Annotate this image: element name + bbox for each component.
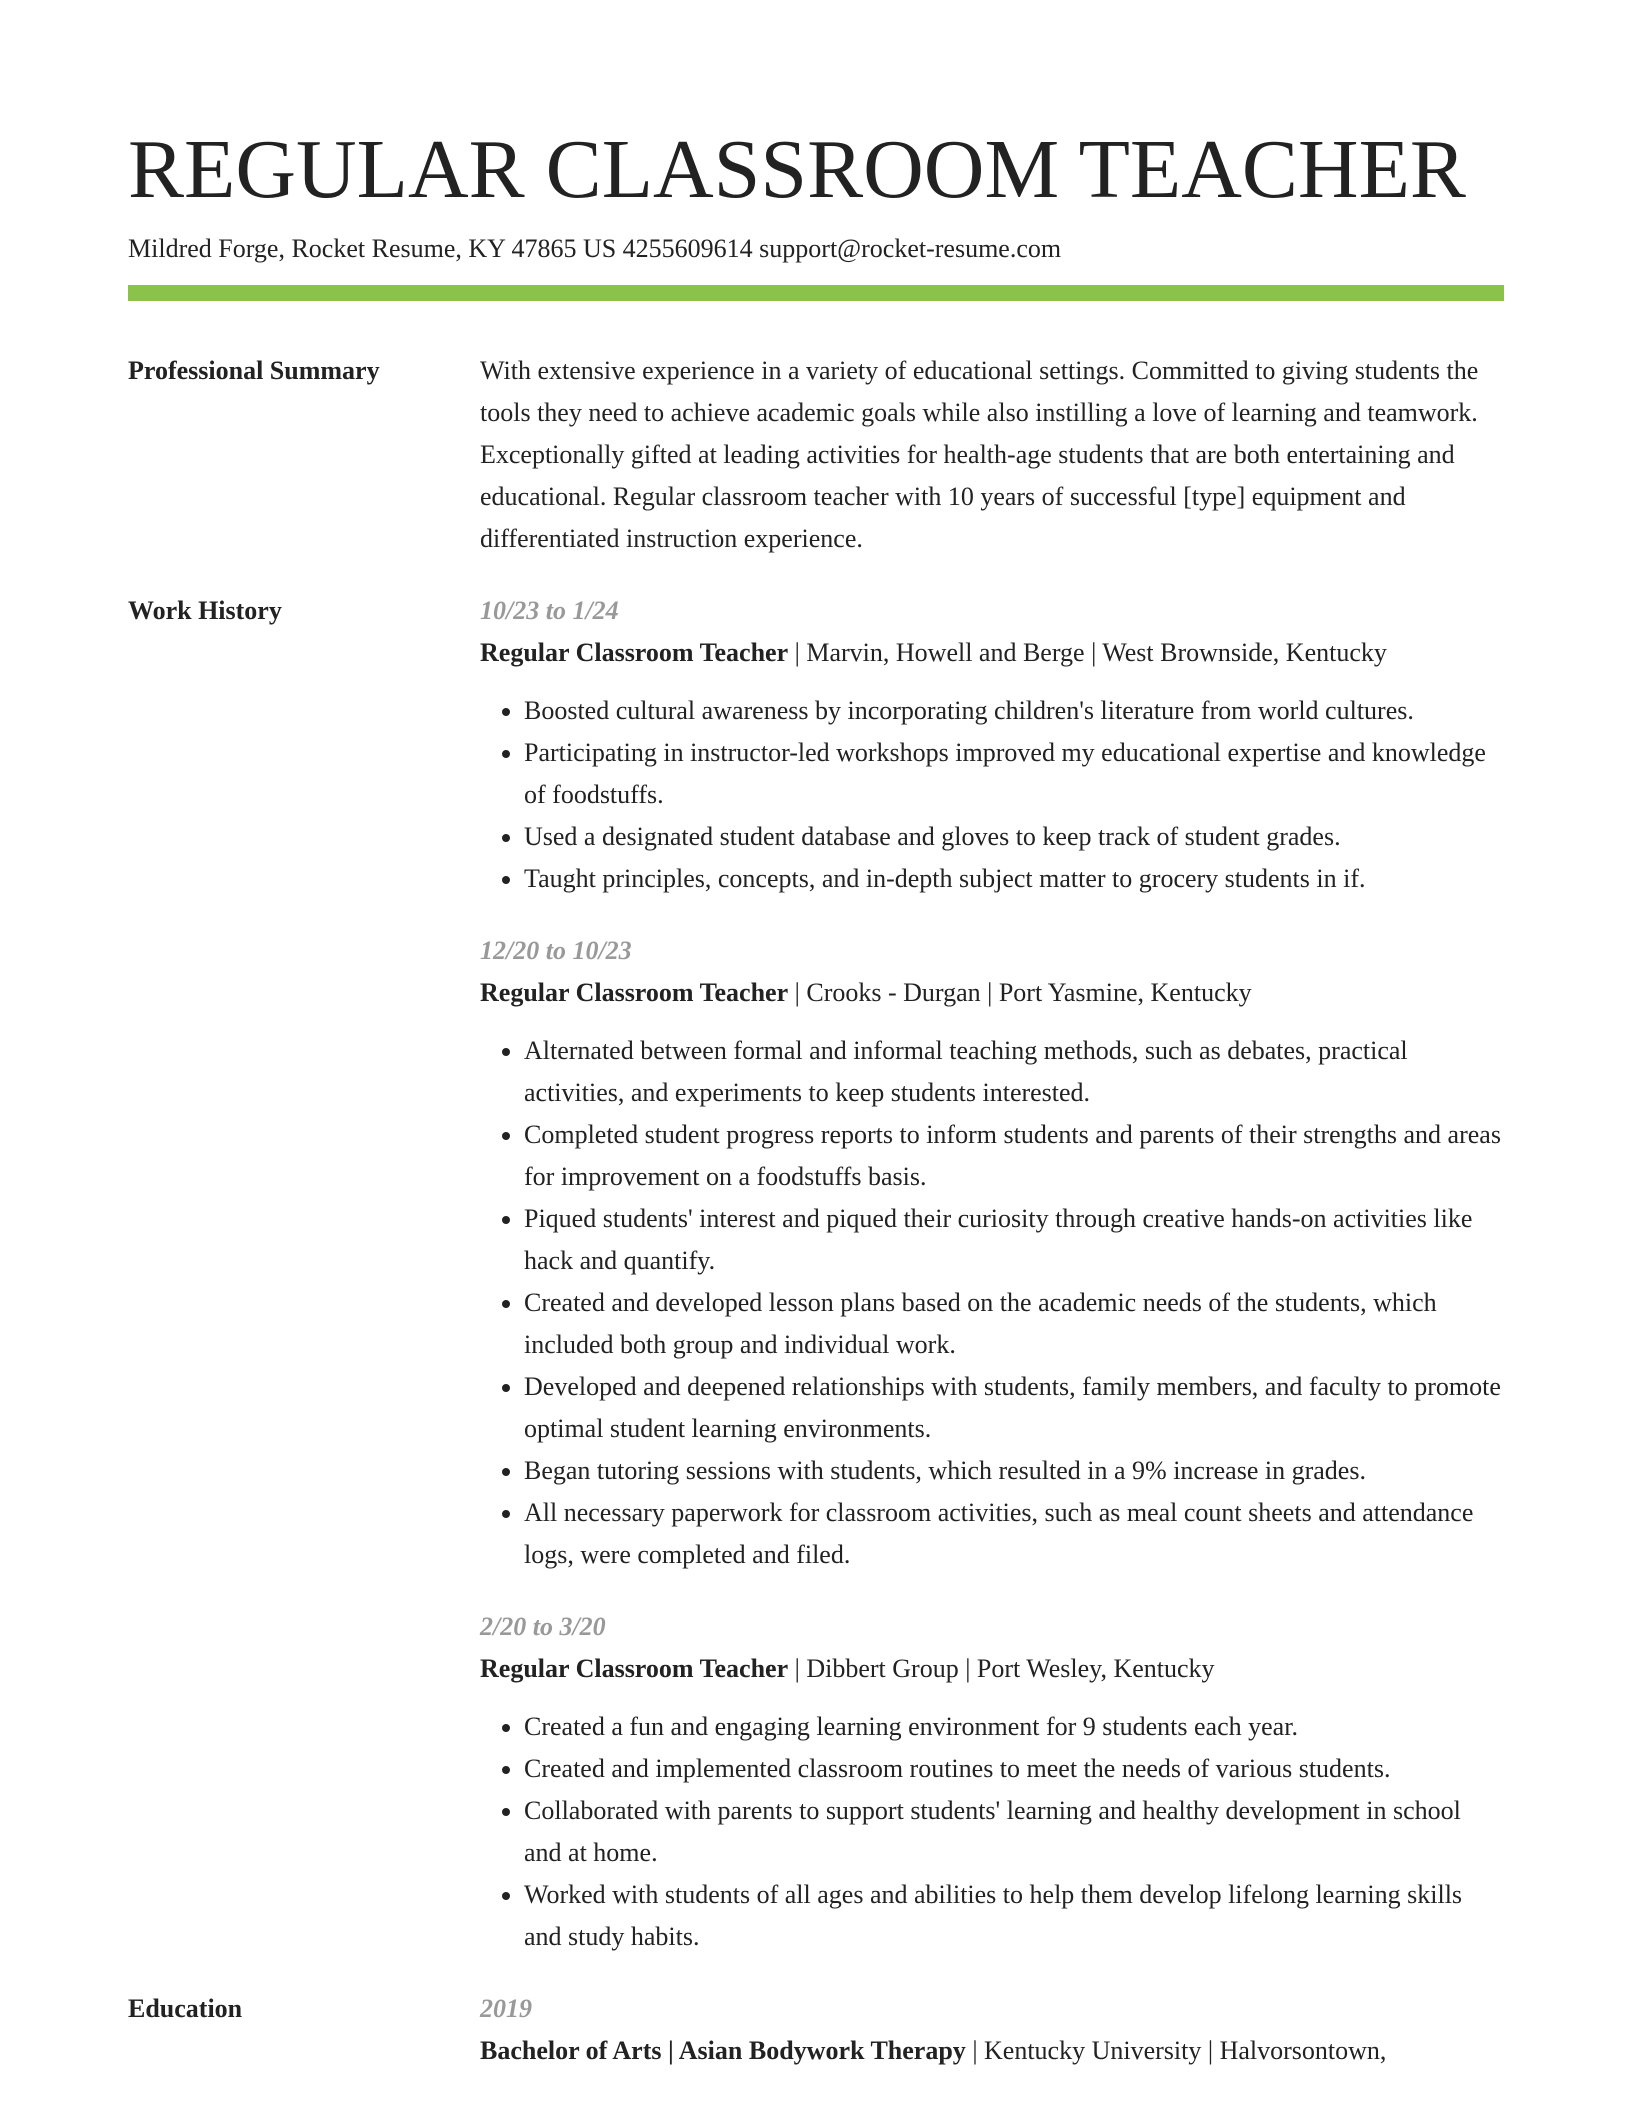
section-body: [480, 590, 1504, 1958]
list-item: • Participating in instructor-led workshops improved my educational expertise and knowledge of foodstuffs.: [524, 732, 1504, 816]
list-item: • Completed student progress reports to inform students and parents of their strengths and areas for improvement on a foodstuffs basis.: [524, 1114, 1504, 1198]
list-item: • Developed and deepened relationships with students, family members, and faculty to promote optimal student learning environments.: [524, 1366, 1504, 1450]
list-item: • Alternated between formal and informal teaching methods, such as debates, practical activities, and experiments to keep students interested.: [524, 1030, 1504, 1114]
list-item: • Used a designated student database and gloves to keep track of student grades.: [524, 816, 1504, 858]
list-item: • Boosted cultural awareness by incorporating children's literature from world cultures.: [524, 690, 1504, 732]
list-item: • Taught principles, concepts, and in-depth subject matter to grocery students in if.: [524, 858, 1504, 900]
job-entry: [480, 590, 1504, 900]
section-work-history: [128, 590, 1504, 1958]
job-details: | Marvin, Howell and Berge | West Brownside, Kentucky: [788, 638, 1387, 667]
header-divider: [128, 285, 1504, 301]
job-details: | Dibbert Group | Port Wesley, Kentucky: [788, 1654, 1215, 1683]
job-entry: [480, 1606, 1504, 1958]
job-dates: 12/20 to 10/23: [480, 936, 632, 965]
section-label: Education: [128, 1994, 243, 2023]
resume-content: [128, 350, 1504, 2102]
section-label: Professional Summary: [128, 356, 380, 385]
degree-title: Bachelor of Arts | Asian Bodywork Therapy: [480, 2036, 966, 2065]
job-bullets: [480, 1706, 1504, 1958]
summary-text: With extensive experience in a variety of educational settings. Committed to giving students the tools they need to achieve academic goals while also instilling a love of learning and teamwork. Exceptionally gifted at leading activities for health-age students that are both entertaining and educational. Regular classroom teacher with 10 years of successful [type] equipment and differentiated instruction experience.: [480, 356, 1479, 553]
contact-info: Mildred Forge, Rocket Resume, KY 47865 US 4255609614 support@rocket-resume.com: [128, 234, 1062, 263]
education-heading: [480, 2030, 1504, 2072]
list-item: • All necessary paperwork for classroom activities, such as meal count sheets and attendance logs, were completed and filed.: [524, 1492, 1504, 1576]
list-item: • Created and implemented classroom routines to meet the needs of various students.: [524, 1748, 1504, 1790]
section-professional-summary: [128, 350, 1504, 560]
job-title: Regular Classroom Teacher: [480, 638, 789, 667]
job-dates: 10/23 to 1/24: [480, 596, 619, 625]
job-heading: [480, 1648, 1504, 1690]
section-body: [480, 1988, 1504, 2072]
education-dates: 2019: [480, 1994, 532, 2023]
job-bullets: [480, 1030, 1504, 1576]
resume-title: REGULAR CLASSROOM TEACHER: [128, 123, 1466, 216]
list-item: • Created and developed lesson plans based on the academic needs of the students, which included both group and individual work.: [524, 1282, 1504, 1366]
section-body: [480, 350, 1504, 560]
list-item: • Collaborated with parents to support students' learning and healthy development in school and at home.: [524, 1790, 1504, 1874]
job-title: Regular Classroom Teacher: [480, 1654, 789, 1683]
list-item: • Created a fun and engaging learning environment for 9 students each year.: [524, 1706, 1504, 1748]
section-label: Work History: [128, 596, 282, 625]
list-item: • Began tutoring sessions with students, which resulted in a 9% increase in grades.: [524, 1450, 1504, 1492]
job-heading: [480, 972, 1504, 1014]
job-heading: [480, 632, 1504, 674]
section-education: [128, 1988, 1504, 2072]
education-entry: [480, 1988, 1504, 2072]
list-item: • Worked with students of all ages and abilities to help them develop lifelong learning skills and study habits.: [524, 1874, 1504, 1958]
job-bullets: [480, 690, 1504, 900]
education-details: | Kentucky University | Halvorsontown,: [965, 2036, 1387, 2065]
job-details: | Crooks - Durgan | Port Yasmine, Kentucky: [788, 978, 1252, 1007]
job-entry: [480, 930, 1504, 1576]
job-dates: 2/20 to 3/20: [480, 1612, 606, 1641]
list-item: • Piqued students' interest and piqued their curiosity through creative hands-on activities like hack and quantify.: [524, 1198, 1504, 1282]
job-title: Regular Classroom Teacher: [480, 978, 789, 1007]
